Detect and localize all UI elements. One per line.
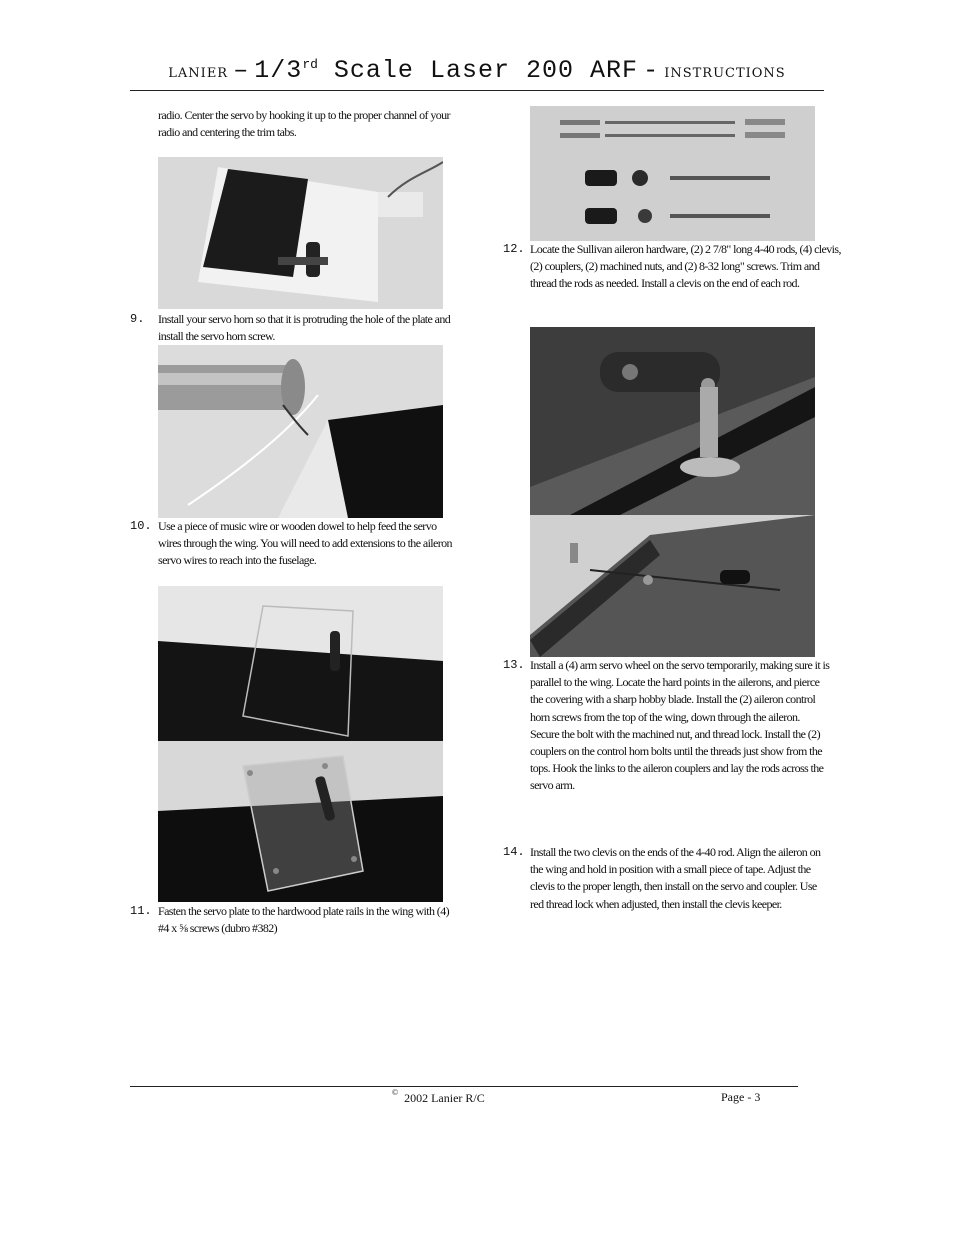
step-13-number: 13.: [503, 658, 525, 672]
header-title-num: 1/3: [254, 56, 303, 85]
page-number: Page - 3: [721, 1090, 761, 1104]
photo-servo-plate-wing-2: [158, 741, 443, 902]
photo-wire-feed: [158, 345, 443, 518]
header-title-sup: rd: [302, 56, 318, 72]
photo-control-horn-closeup: [530, 327, 815, 515]
photo-aileron-linkage: [530, 515, 815, 657]
step-14-number: 14.: [503, 845, 525, 859]
step-9-text: Install your servo horn so that it is protruding the hole of the plate and install the servo horn screw.: [158, 312, 451, 344]
header-title: Scale Laser 200 ARF: [317, 56, 638, 85]
copyright-text: 2002 Lanier R/C: [404, 1091, 485, 1105]
footer-divider: [130, 1086, 798, 1087]
header-dash-2: -: [643, 56, 660, 85]
step-10-number: 10.: [130, 519, 152, 533]
step-12-number: 12.: [503, 242, 525, 256]
photo-servo-plate: [158, 157, 443, 309]
step-11-text: Fasten the servo plate to the hardwood plate rails in the wing with (4) #4 x ⅝ screws (dubro #382): [158, 904, 449, 936]
step-10-text: Use a piece of music wire or wooden dowel to help feed the servo wires through the wing. You will need to add extensions to the aileron servo wires to reach into the fuselage.: [158, 519, 452, 568]
header-section: INSTRUCTIONS: [664, 66, 786, 81]
step-14-text: Install the two clevis on the ends of the 4-40 rod. Align the aileron on the wing and hold in position with a small piece of tape. Adjust the clevis to the proper length, then install on the servo and coupler. Use red thread lock when adjusted, then install the clevis keeper.: [530, 845, 821, 911]
footer-copyright: [392, 1090, 485, 1106]
header-dash: –: [233, 56, 250, 85]
photo-aileron-hardware: [530, 106, 815, 241]
page-header: [130, 56, 824, 91]
step-9-number: 9.: [130, 312, 145, 326]
intro-text: radio. Center the servo by hooking it up to the proper channel of your radio and centering the trim tabs.: [158, 108, 450, 140]
step-12-text: Locate the Sullivan aileron hardware, (2) 2 7/8" long 4-40 rods, (4) clevis, (2) couplers, (2) machined nuts, and (2) 8-32 long" screws. Trim and thread the rods as needed. Install a clevis on the end of each rod.: [530, 242, 841, 291]
photo-servo-plate-wing-1: [158, 586, 443, 741]
step-11-number: 11.: [130, 904, 152, 918]
step-13-text: Install a (4) arm servo wheel on the servo temporarily, making sure it is parallel to the wing. Locate the hard points in the ailerons, and pierce the covering with a sharp hobby blade. Install the (2) aileron control horn screws from the top of the wing, down through the aileron. Secure the bolt with the machined nut, and thread lock. Install the (2) couplers on the control horn bolts until the threads just show from the tops. Hook the links to the aileron couplers and lay the rods across the servo arm.: [530, 658, 830, 793]
header-brand: LANIER: [168, 66, 229, 81]
copyright-symbol: ©: [392, 1088, 399, 1097]
